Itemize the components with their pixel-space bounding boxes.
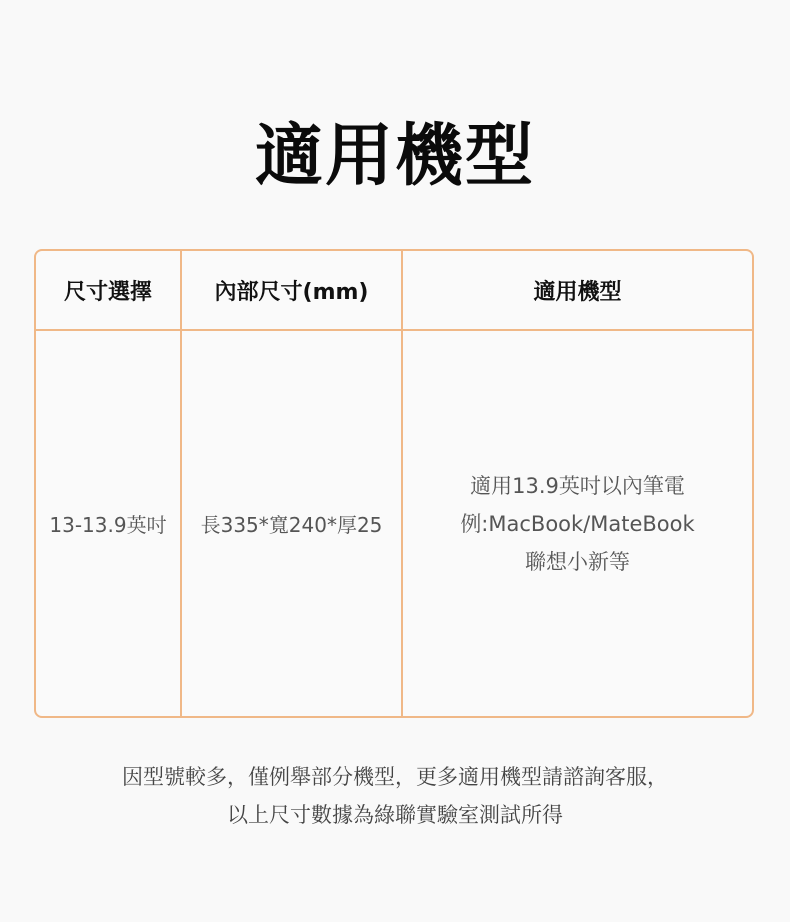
header-models: 適用機型 bbox=[403, 251, 752, 331]
cell-dimensions: 長335*寬240*厚25 bbox=[182, 331, 403, 716]
page-title: 適用機型 bbox=[254, 117, 535, 196]
footnote-line-2: 以上尺寸數據為綠聯實驗室測試所得 bbox=[227, 803, 563, 827]
models-line-3: 聯想小新等 bbox=[525, 549, 630, 574]
header-size: 尺寸選擇 bbox=[36, 251, 182, 331]
footnote bbox=[0, 758, 790, 834]
cell-models bbox=[403, 331, 752, 716]
spec-table bbox=[34, 249, 754, 718]
cell-size: 13-13.9英吋 bbox=[36, 331, 182, 716]
footnote-line-1: 因型號較多，僅例舉部分機型，更多適用機型請諮詢客服， bbox=[122, 765, 668, 789]
header-dimensions: 內部尺寸(mm) bbox=[182, 251, 403, 331]
models-line-2: 例:MacBook/MateBook bbox=[460, 511, 695, 536]
models-line-1: 適用13.9英吋以內筆電 bbox=[470, 473, 685, 498]
